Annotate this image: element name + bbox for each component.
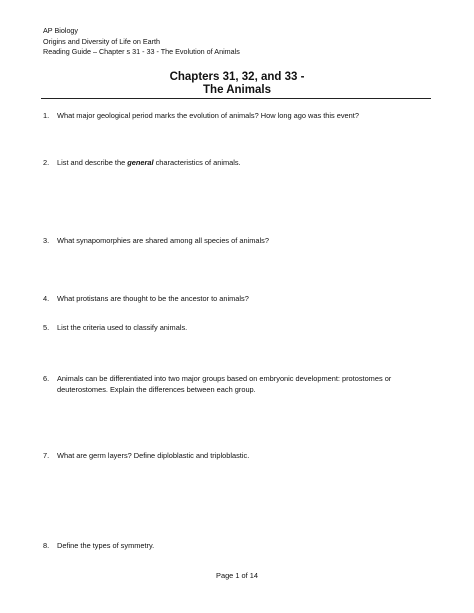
question-text: List the criteria used to classify animals. — [57, 323, 188, 332]
unit-name: Origins and Diversity of Life on Earth — [43, 36, 161, 46]
question-number: 1. — [43, 111, 50, 120]
course-name: AP Biology — [43, 26, 79, 35]
page-number: Page 1 of 14 — [216, 571, 258, 580]
question-text: What synapomorphies are shared among all species of animals? — [57, 236, 269, 245]
question-text — [57, 158, 428, 169]
question-4 — [43, 294, 428, 305]
question-number: 3. — [43, 236, 50, 245]
question-5 — [43, 323, 428, 334]
page-title-line-2: The Animals — [203, 84, 271, 96]
question-8 — [43, 541, 428, 552]
question-number: 6. — [43, 374, 50, 383]
question-text: What are germ layers? Define diploblastic and triploblastic. — [57, 451, 250, 460]
question-text: What protistans are thought to be the ancestor to animals? — [57, 294, 249, 303]
question-7 — [43, 451, 428, 462]
question-number: 2. — [43, 158, 50, 167]
question-text: Animals can be differentiated into two major groups based on embryonic development: protostomes or deuterostomes. Explain the differences between each group. — [57, 374, 392, 394]
question-number: 5. — [43, 323, 50, 332]
question-2 — [43, 158, 428, 169]
question-text-start: List and describe the — [57, 158, 128, 167]
question-text-end: characteristics of animals. — [153, 158, 241, 167]
question-text: What major geological period marks the evolution of animals? How long ago was this event? — [57, 111, 359, 120]
question-number: 8. — [43, 541, 50, 550]
page-title-line-1: Chapters 31, 32, and 33 - — [169, 71, 305, 83]
question-3 — [43, 236, 428, 247]
reading-guide-name: Reading Guide – Chapter s 31 - 33 - The Evolution of Animals — [43, 47, 240, 56]
question-1 — [43, 111, 428, 122]
question-number: 7. — [43, 451, 50, 460]
title-divider — [41, 98, 431, 99]
emphasized-word: general — [127, 158, 154, 167]
question-text: Define the types of symmetry. — [57, 541, 155, 550]
document-header — [43, 26, 240, 58]
question-6 — [43, 374, 428, 395]
question-number: 4. — [43, 294, 50, 303]
